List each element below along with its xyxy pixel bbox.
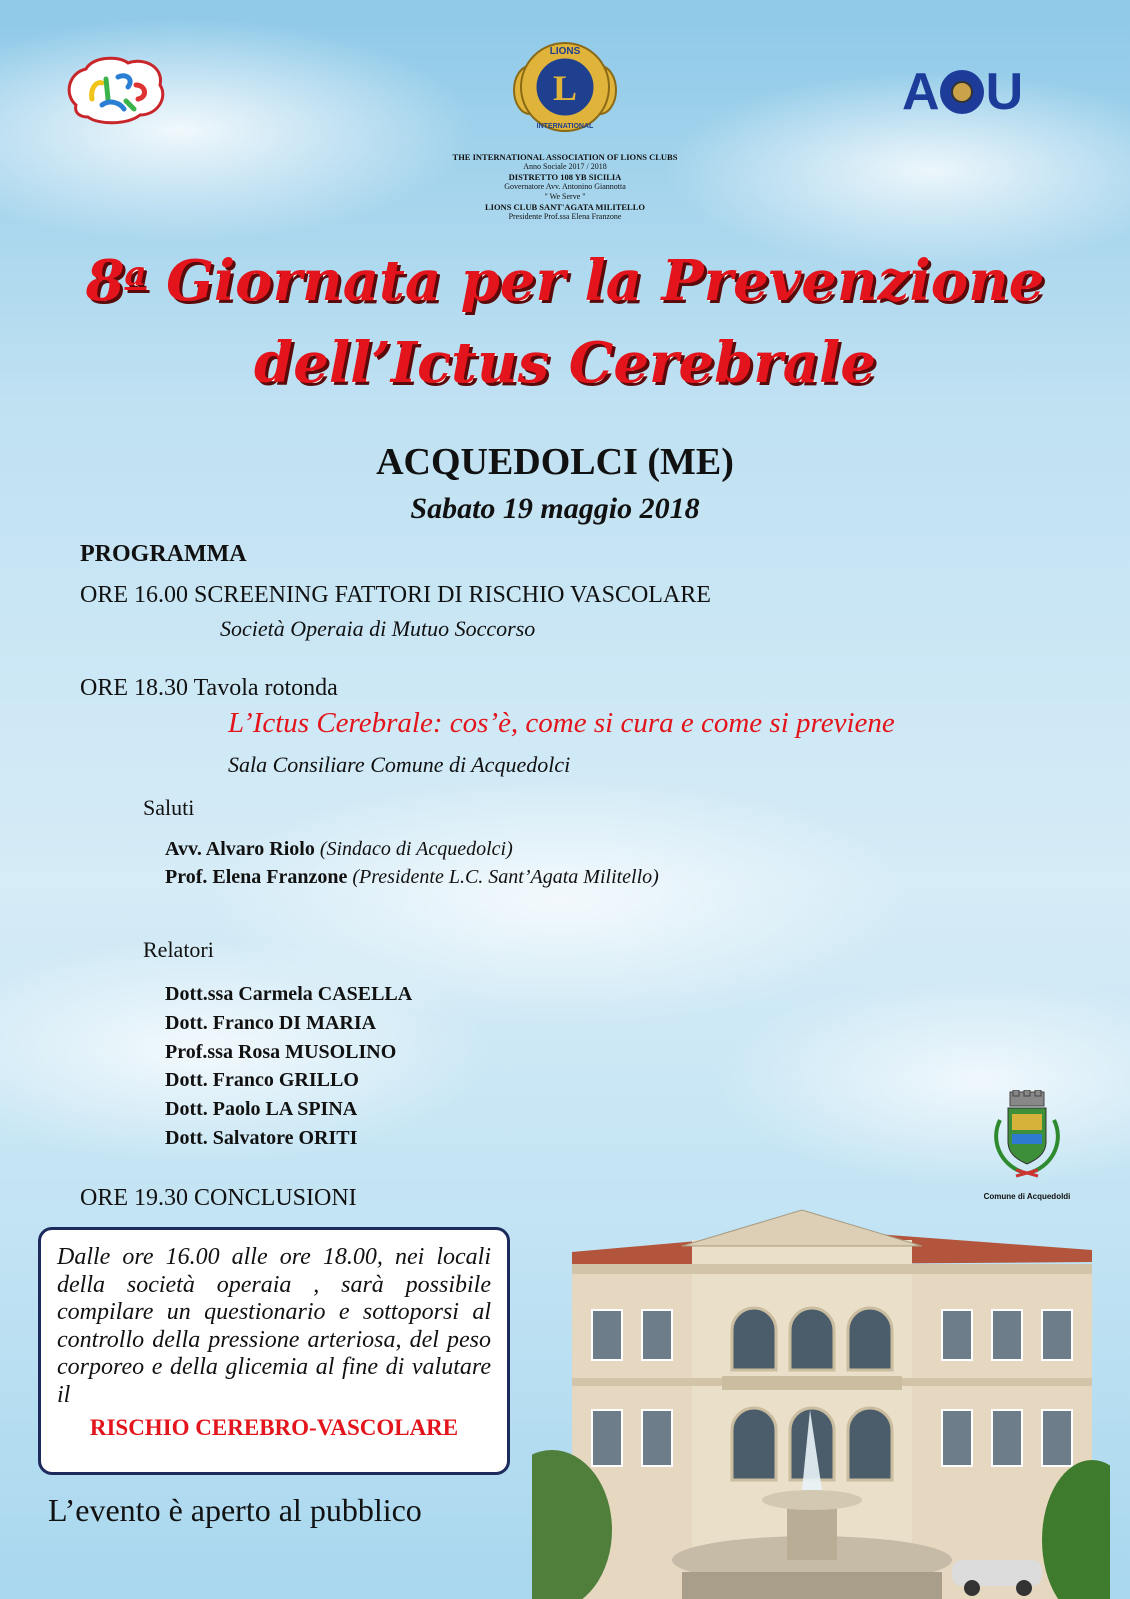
- assoc-line-2: Anno Sociale 2017 / 2018: [523, 162, 607, 171]
- program-item-screening: ORE 16.00 SCREENING FATTORI DI RISCHIO VASCOLARE: [80, 582, 711, 608]
- relatori-list: [165, 980, 412, 1153]
- info-box-highlight: RISCHIO CEREBRO-VASCOLARE: [89, 1415, 459, 1440]
- program-item-tavola: ORE 18.30 Tavola rotonda: [80, 675, 338, 701]
- relatore-item: Dott. Franco GRILLO: [165, 1069, 359, 1092]
- event-city: ACQUEDOLCI (ME): [376, 441, 734, 483]
- association-block: [380, 152, 750, 222]
- aou-emblem-icon: [940, 70, 984, 114]
- comune-coat-of-arms: [972, 1090, 1082, 1205]
- page-title-line-2: dell’Ictus Cerebrale: [254, 330, 876, 396]
- relatore-item: Prof.ssa Rosa MUSOLINO: [165, 1040, 397, 1063]
- assoc-line-5: " We Serve ": [544, 192, 586, 201]
- assoc-line-6: LIONS CLUB SANT'AGATA MILITELLO: [484, 202, 646, 212]
- saluto-1-role: (Sindaco di Acquedolci): [314, 838, 513, 860]
- saluto-2-role: (Presidente L.C. Sant’Agata Militello): [347, 866, 659, 888]
- title-line-1-text: Giornata per la Prevenzione: [146, 248, 1045, 314]
- saluto-2-name: Prof. Elena Franzone: [165, 866, 348, 888]
- aou-logo: [902, 62, 1052, 122]
- info-box-text: Dalle ore 16.00 alle ore 18.00, nei locali della società operaia , sarà possibile compilare un questionario e sottoporsi al controllo della pressione arteriosa, del peso corporeo e della glicemia al fine di valutare il: [57, 1244, 491, 1408]
- aou-left-letter: A: [902, 63, 938, 121]
- assoc-line-7: Presidente Prof.ssa Elena Franzone: [508, 212, 622, 221]
- program-item-tavola-place: Sala Consiliare Comune di Acquedolci: [228, 752, 571, 777]
- relatori-label: Relatori: [143, 937, 214, 962]
- saluto-1-name: Avv. Alvaro Riolo: [165, 838, 315, 860]
- saluto-1: [165, 838, 513, 861]
- lions-letter: L: [552, 68, 578, 108]
- program-item-tavola-topic: L’Ictus Cerebrale: cos’è, come si cura e come si previene: [228, 707, 895, 739]
- comune-caption: Comune di Acquedoldi: [983, 1192, 1071, 1201]
- info-box: [38, 1227, 510, 1475]
- relatore-item: Dott. Paolo LA SPINA: [165, 1098, 358, 1121]
- title-number: 8: [85, 248, 125, 314]
- lions-top-label: LIONS: [549, 46, 581, 57]
- aou-right-letter: U: [985, 63, 1022, 121]
- brain-logo-icon: [62, 55, 170, 125]
- assoc-line-3: DISTRETTO 108 YB SICILIA: [508, 172, 622, 182]
- town-hall-building-image: [532, 1200, 1110, 1599]
- footer-note: L’evento è aperto al pubblico: [48, 1492, 422, 1528]
- assoc-line-4: Governatore Avv. Antonino Giannotta: [504, 182, 626, 191]
- page-title-line-1: [40, 248, 1090, 314]
- relatore-item: Dott. Salvatore ORITI: [165, 1126, 358, 1149]
- assoc-line-1: THE INTERNATIONAL ASSOCIATION OF LIONS CLUBS: [452, 152, 678, 162]
- program-item-screening-place: Società Operaia di Mutuo Soccorso: [220, 616, 536, 641]
- lions-club-logo-icon: [510, 32, 620, 142]
- lions-bottom-label: INTERNATIONAL: [536, 123, 594, 130]
- title-ordinal: a: [124, 254, 147, 294]
- relatore-item: Dott.ssa Carmela CASELLA: [165, 983, 413, 1005]
- event-date: Sabato 19 maggio 2018: [410, 492, 700, 525]
- coat-of-arms-icon: [982, 1090, 1072, 1185]
- relatore-item: Dott. Franco DI MARIA: [165, 1011, 377, 1034]
- saluto-2: [165, 866, 659, 889]
- programma-heading: PROGRAMMA: [80, 541, 247, 567]
- saluti-label: Saluti: [143, 795, 195, 820]
- program-item-conclusioni: ORE 19.30 CONCLUSIONI: [80, 1185, 357, 1211]
